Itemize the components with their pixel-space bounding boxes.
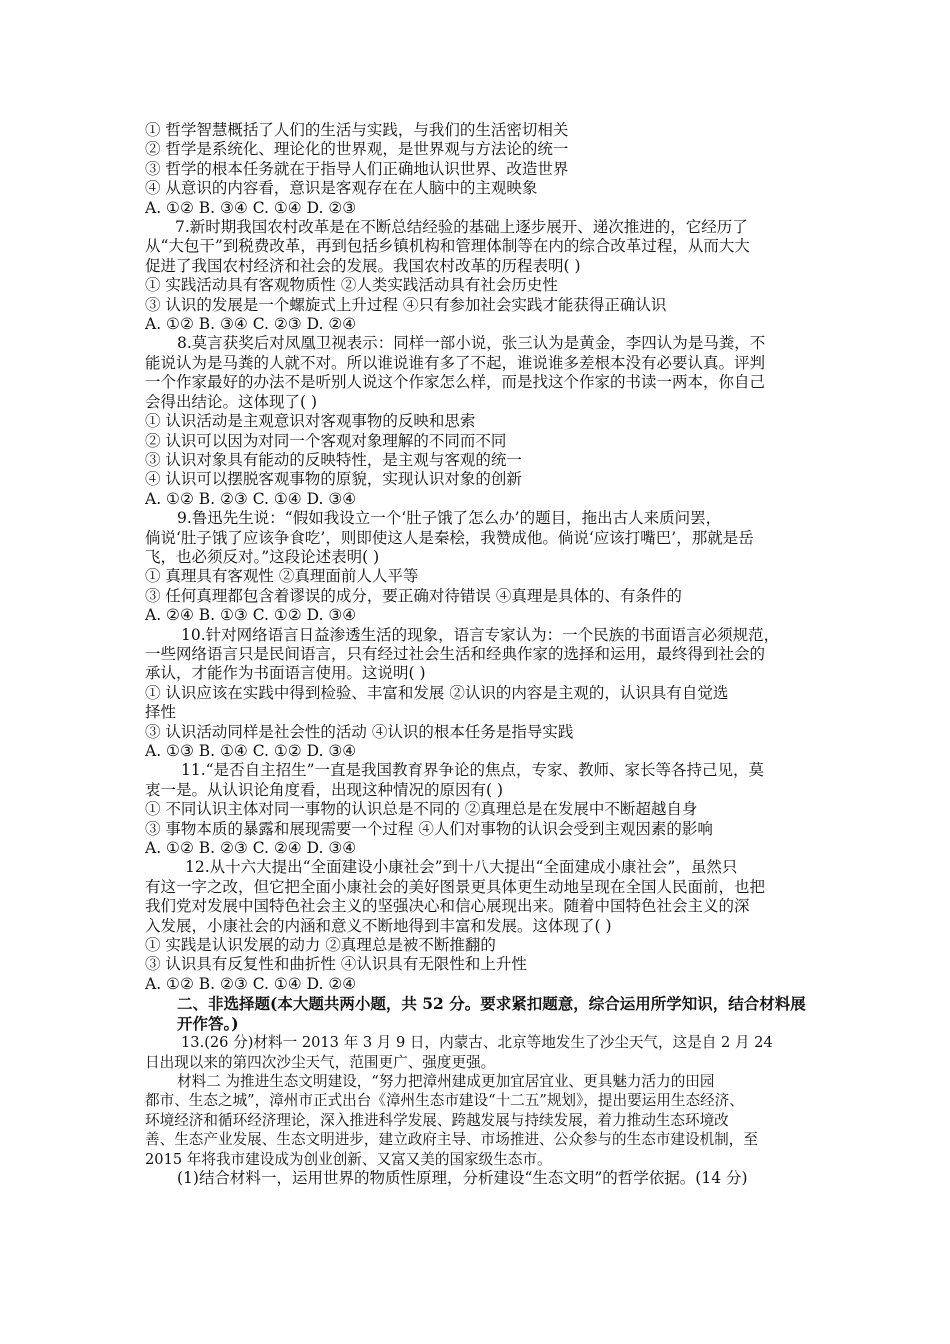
q13-material-2-line-2: 都市、生态之城”，漳州市正式出台《漳州生态市建设“十二五”规划》，提出要运用生态经济、 <box>145 1092 744 1110</box>
q8-stem-line-1: 8.莫言获奖后对凤凰卫视表示：同样一部小说，张三认为是黄金，李四认为是马粪，不 <box>177 334 766 353</box>
q12-stem-line-2: 有这一字之改，但它把全面小康社会的美好图景更具体更生动地呈现在全国人民面前，也把 <box>145 877 766 896</box>
q12-answers: A. ①② B. ②③ C. ①④ D. ②④ <box>145 974 357 993</box>
q9-stem-line-3: 飞，也必须反对。”这段论述表明( ) <box>145 547 380 566</box>
q11-stem-line-1: 11.“是否自主招生”一直是我国教育界争论的焦点，专家、教师、家长等各持己见，莫 <box>181 761 765 780</box>
q6-option-4: ④ 从意识的内容看，意识是客观存在在人脑中的主观映象 <box>145 179 538 198</box>
exam-text <box>145 121 810 1188</box>
q9-option-2: ③ 任何真理都包含着谬误的成分，要正确对待错误 ④真理是具体的、有条件的 <box>145 586 682 605</box>
q8-option-3: ③ 认识对象具有能动的反映特性，是主观与客观的统一 <box>145 450 522 469</box>
q10-stem-line-3: 承认，才能作为书面语言使用。这说明( ) <box>145 664 426 683</box>
q13-material-1-line-1: 13.(26 分)材料一 2013 年 3 月 9 日，内蒙古、北京等地发生了沙尘天气，这是自 2 月 24 <box>181 1034 773 1052</box>
q8-option-2: ② 认识可以因为对同一个客观对象理解的不同而不同 <box>145 431 507 450</box>
q10-stem-line-1: 10.针对网络语言日益渗透生活的现象，语言专家认为：一个民族的书面语言必须规范， <box>181 625 780 644</box>
q12-stem-line-3: 我们党对发展中国特色社会主义的坚强决心和信心展现出来。随着中国特色社会主义的深 <box>145 897 750 916</box>
q7-stem-line-2: 从“大包干”到税费改革，再到包括乡镇机构和管理体制等在内的综合改革过程，从而大大 <box>145 237 750 256</box>
q8-stem-line-3: 一个作家最好的办法不是听别人说这个作家怎么样，而是找这个作家的书读一两本，你自己 <box>145 373 766 392</box>
q8-option-4: ④ 认识可以摆脱客观事物的原貌，实现认识对象的创新 <box>145 470 522 489</box>
q8-stem-line-2: 能说认为是马粪的人就不对。所以谁说谁有多了不起，谁说谁多差根本没有必要认真。评判 <box>145 353 766 372</box>
q7-stem-line-3: 促进了我国农村经济和社会的发展。我国农村改革的历程表明( ) <box>145 256 581 275</box>
section-2-heading: 二、非选择题(本大题共两小题，共 52 分。要求紧扣题意，综合运用所学知识，结合材料展开作答。) <box>177 994 806 1033</box>
q9-stem-line-1: 9.鲁迅先生说：“假如我设立一个‘肚子饿了怎么办’的题目，拖出古人来质问罢， <box>177 509 722 528</box>
q6-option-3: ③ 哲学的根本任务就在于指导人们正确地认识世界、改造世界 <box>145 159 569 178</box>
q9-stem-line-2: 倘说‘肚子饿了应该争食吃’，则即使这人是秦桧，我赞成他。倘说‘应该打嘴巴’，那就是岳 <box>145 528 754 547</box>
q13-material-2-line-3: 环境经济和循环经济理论，深入推进科学发展、跨越发展与持续发展，着力推动生态环境改 <box>145 1111 729 1129</box>
q10-option-1-cont: 择性 <box>145 703 177 722</box>
q12-option-2: ③ 认识具有反复性和曲折性 ④认识具有无限性和上升性 <box>145 955 527 974</box>
q7-stem-line-1: 7.新时期我国农村改革是在不断总结经验的基础上逐步展开、递次推进的，它经历了 <box>175 218 748 237</box>
q10-option-1: ① 认识应该在实践中得到检验、丰富和发展 ②认识的内容是主观的，认识具有自觉选 <box>145 683 729 702</box>
q8-stem-line-4: 会得出结论。这体现了( ) <box>145 392 318 411</box>
q10-stem-line-2: 一些网络语言只是民间语言，只有经过社会生活和经典作家的选择和运用，最终得到社会的 <box>145 644 766 663</box>
q13-material-2-line-4: 善、生态产业发展、生态文明进步，建立政府主导、市场推进、公众参与的生态市建设机制，至 <box>145 1131 758 1149</box>
q13-material-2-line-5: 2015 年将我市建设成为创业创新、又富又美的国家级生态市。 <box>145 1150 552 1168</box>
q7-option-1: ① 实践活动具有客观物质性 ②人类实践活动具有社会历史性 <box>145 276 558 295</box>
q7-option-2: ③ 认识的发展是一个螺旋式上升过程 ④只有参加社会实践才能获得正确认识 <box>145 295 667 314</box>
q10-option-2: ③ 认识活动同样是社会性的活动 ④认识的根本任务是指导实践 <box>145 722 574 741</box>
q12-option-1: ① 实践是认识发展的动力 ②真理总是被不断推翻的 <box>145 936 496 955</box>
q7-answers: A. ①② B. ③④ C. ②③ D. ②④ <box>145 315 357 334</box>
q10-answers: A. ①③ B. ①④ C. ①② D. ③④ <box>145 742 357 760</box>
q12-stem-line-4: 入发展，小康社会的内涵和意义不断地得到丰富和发展。这体现了( ) <box>145 916 612 935</box>
q9-option-1: ① 真理具有客观性 ②真理面前人人平等 <box>145 567 419 586</box>
q12-stem-line-1: 12.从十六大提出“全面建设小康社会”到十八大提出“全面建成小康社会”，虽然只 <box>185 858 738 877</box>
q11-answers: A. ①② B. ②③ C. ②④ D. ③④ <box>145 839 357 858</box>
q13-sub-question-1: (1)结合材料一，运用世界的物质性原理，分析建设“生态文明”的哲学依据。(14 分) <box>177 1168 748 1187</box>
q11-option-1: ① 不同认识主体对同一事物的认识总是不同的 ②真理总是在发展中不断超越自身 <box>145 800 698 819</box>
q11-stem-line-2: 衷一是。从认识论角度看，出现这种情况的原因有( ) <box>145 780 504 799</box>
q13-material-2-line-1: 材料二 为推进生态文明建设，“努力把漳州建成更加宜居宜业、更具魅力活力的田园 <box>177 1072 715 1090</box>
q6-answers: A. ①② B. ③④ C. ①④ D. ②③ <box>145 198 357 217</box>
q9-answers: A. ②④ B. ①③ C. ①② D. ③④ <box>145 606 357 625</box>
q8-option-1: ① 认识活动是主观意识对客观事物的反映和思索 <box>145 412 476 431</box>
q6-option-2: ② 哲学是系统化、理论化的世界观，是世界观与方法论的统一 <box>145 140 569 159</box>
q8-answers: A. ①② B. ②③ C. ①④ D. ③④ <box>145 489 357 508</box>
q11-option-2: ③ 事物本质的暴露和展现需要一个过程 ④人们对事物的认识会受到主观因素的影响 <box>145 819 713 838</box>
q13-material-1-line-2: 日出现以来的第四次沙尘天气，范围更广、强度更强。 <box>145 1053 496 1071</box>
q6-option-1: ① 哲学智慧概括了人们的生活与实践，与我们的生活密切相关 <box>145 121 569 139</box>
